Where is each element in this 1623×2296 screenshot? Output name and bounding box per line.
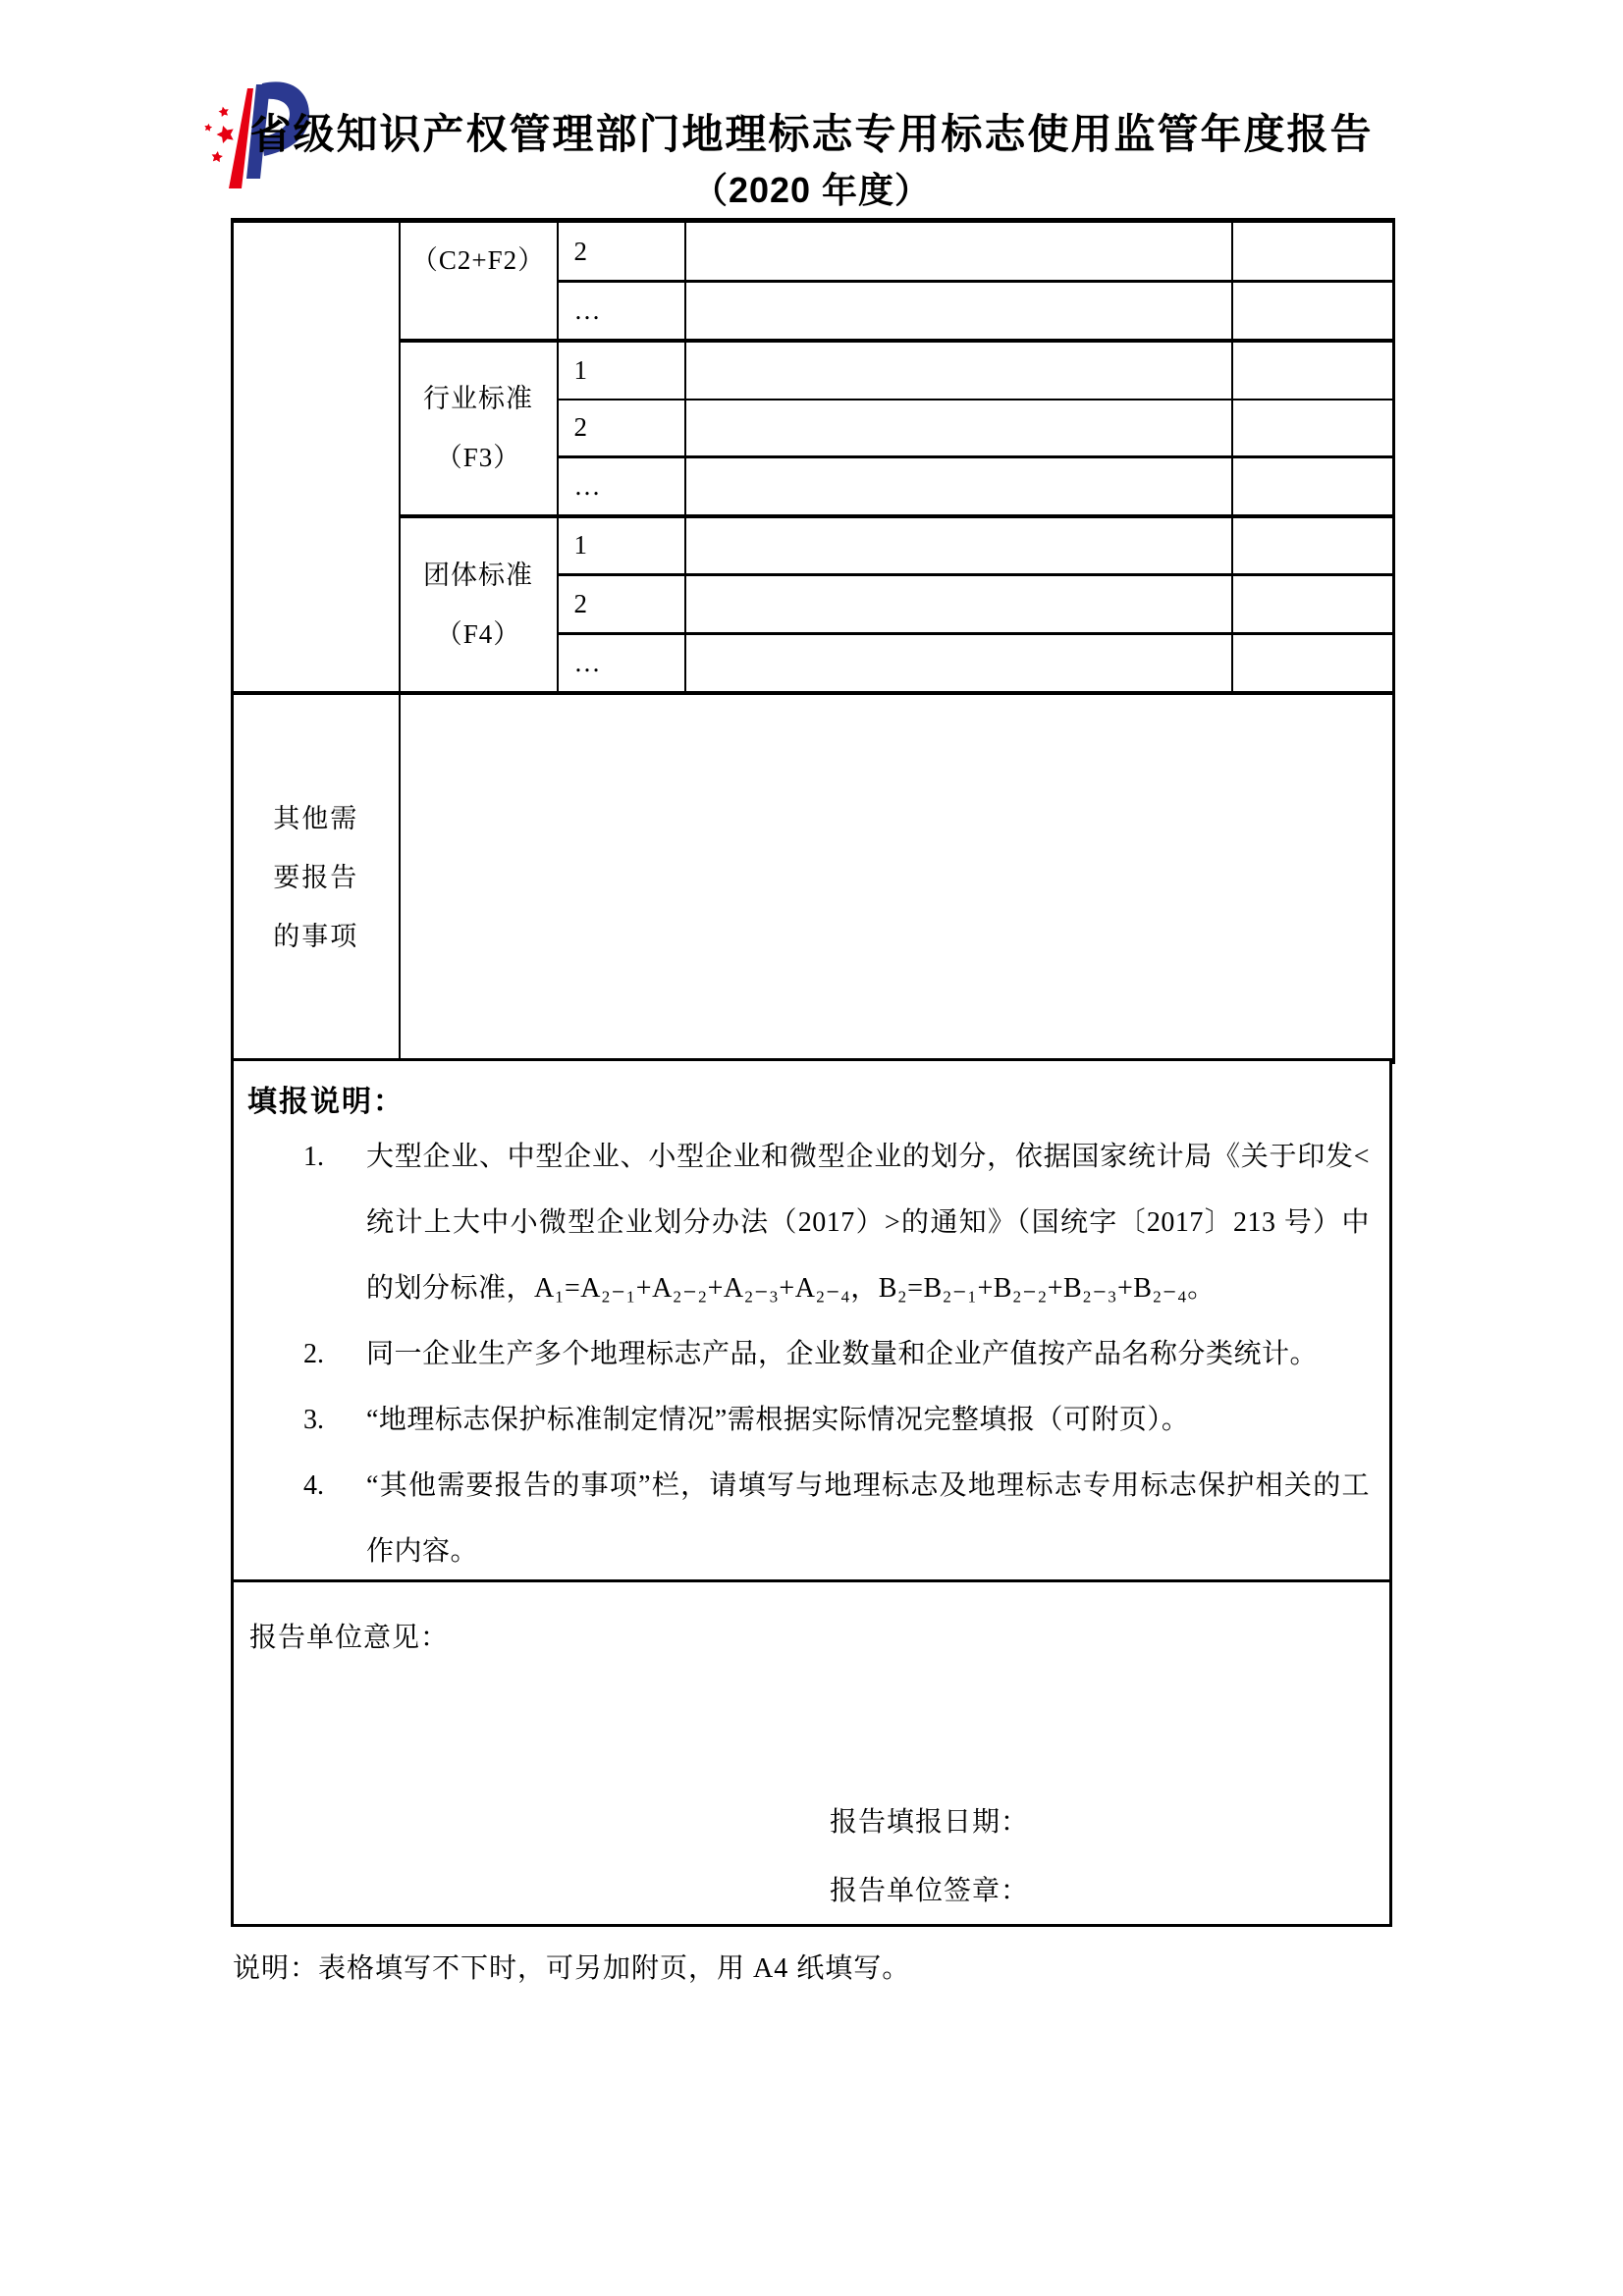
- instruction-item: [234, 1453, 1389, 1584]
- instruction-item-number: 4.: [303, 1470, 324, 1501]
- cell-standard-name-blank: [685, 341, 1232, 400]
- other-matters-label-line: 的事项: [273, 922, 359, 952]
- logo-star-2: [203, 123, 212, 132]
- opinion-label: 报告单位意见：: [249, 1623, 450, 1653]
- cell-seq-number: 2: [558, 400, 685, 457]
- cell-standard-name-blank: [685, 516, 1232, 575]
- cell-standard-name-blank: [685, 634, 1232, 693]
- other-matters-label-line: 其他需: [273, 804, 359, 834]
- cell-standard-name-blank: [685, 282, 1232, 341]
- instruction-item-number: 1.: [303, 1142, 324, 1172]
- cell-remark-blank: [1232, 575, 1394, 634]
- report-date-label: 报告填报日期：: [830, 1807, 1030, 1838]
- instruction-item: [234, 1321, 1389, 1387]
- cell-group-label-f4: [400, 516, 558, 693]
- instruction-item: [234, 1387, 1389, 1453]
- instruction-item-text: 大型企业、中型企业、小型企业和微型企业的划分，依据国家统计局《关于印发<统计上大中小微型企业划分办法（2017）>的通知》（国统字〔2017〕213 号）中的划分标准，A₁=A₂₋₁+A₂₋₂+A₂₋₃+A₂₋₄，B₂=B₂₋₁+B₂₋₂+B₂₋₃+B₂₋₄。: [366, 1142, 1370, 1304]
- cell-seq-number: …: [558, 282, 685, 341]
- cell-remark-blank: [1232, 457, 1394, 516]
- cell-remark-blank: [1232, 400, 1394, 457]
- page-title-year: （2020 年度）: [691, 170, 932, 210]
- instruction-item: [234, 1124, 1389, 1321]
- instruction-item-number: 3.: [303, 1405, 324, 1435]
- group-label-code: （F3）: [435, 443, 521, 472]
- cell-remark-blank: [1232, 341, 1394, 400]
- instruction-item-text: “地理标志保护标准制定情况”需根据实际情况完整填报（可附页）。: [366, 1405, 1190, 1435]
- cell-seq-number: …: [558, 457, 685, 516]
- cell-standard-name-blank: [685, 457, 1232, 516]
- group-label: 行业标准: [423, 384, 533, 413]
- opinion-section: [231, 1579, 1392, 1927]
- instructions-heading: 填报说明：: [247, 1086, 405, 1118]
- table-row: [233, 693, 1394, 1063]
- cell-group-label-c2f2: [400, 221, 558, 341]
- cell-seq-number: …: [558, 634, 685, 693]
- cell-seq-number: 1: [558, 516, 685, 575]
- cell-seq-number: 1: [558, 341, 685, 400]
- cell-remark-blank: [1232, 634, 1394, 693]
- cell-standard-name-blank: [685, 400, 1232, 457]
- table-row: [233, 221, 1394, 282]
- cell-standard-name-blank: [685, 221, 1232, 282]
- cell-other-matters-label: [233, 693, 400, 1063]
- logo-star-4: [211, 150, 224, 162]
- instruction-item-number: 2.: [303, 1339, 324, 1369]
- instruction-item-text: 同一企业生产多个地理标志产品，企业数量和企业产值按产品名称分类统计。: [366, 1339, 1319, 1369]
- unit-seal-label: 报告单位签章：: [830, 1876, 1030, 1906]
- cell-remark-blank: [1232, 516, 1394, 575]
- cell-other-matters-blank: [400, 693, 1394, 1063]
- table-row: [233, 341, 1394, 400]
- cell-seq-number: 2: [558, 221, 685, 282]
- table-row: [233, 516, 1394, 575]
- group-label: （C2+F2）: [410, 245, 546, 275]
- cell-standard-name-blank: [685, 575, 1232, 634]
- instruction-item-text: “其他需要报告的事项”栏，请填写与地理标志及地理标志专用标志保护相关的工作内容。: [366, 1470, 1370, 1567]
- group-label-code: （F4）: [435, 618, 521, 649]
- group-label: 团体标准: [423, 560, 533, 590]
- other-matters-label-line: 要报告: [273, 863, 359, 893]
- instructions-section: [231, 1058, 1392, 1582]
- cell-parent-category-blank: [233, 221, 400, 693]
- cell-remark-blank: [1232, 221, 1394, 282]
- cell-group-label-f3: [400, 341, 558, 516]
- standards-table: [231, 218, 1395, 1064]
- page-title: 省级知识产权管理部门地理标志专用标志使用监管年度报告: [249, 111, 1374, 157]
- footnote: 说明：表格填写不下时，可另加附页，用 A4 纸填写。: [233, 1953, 911, 1984]
- cell-seq-number: 2: [558, 575, 685, 634]
- cell-remark-blank: [1232, 282, 1394, 341]
- logo-star-1: [218, 106, 230, 118]
